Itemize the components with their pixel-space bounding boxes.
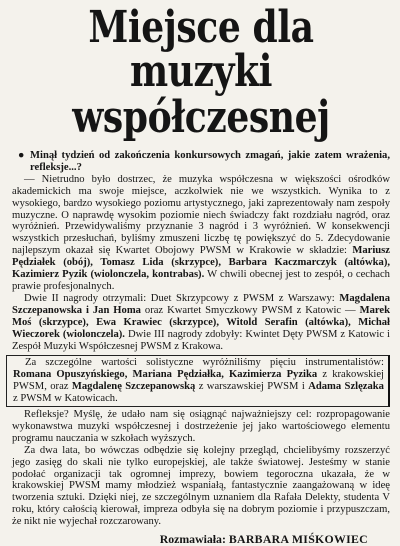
paragraph-1 xyxy=(12,174,390,293)
question-text: Minął tydzień od zakończenia konkursowych zmagań, jakie zatem wrażenia, refleksje...? xyxy=(30,150,390,173)
byline xyxy=(12,534,390,546)
headline-line-1: Miejsce dla muzyki xyxy=(88,2,314,97)
headline-line-2: współczesnej xyxy=(72,92,330,143)
paragraph-2-text-b: oraz Kwartet Smyczkowy PWSM z Katowic — xyxy=(144,304,356,316)
soloists-text-b: z krakowskiej PWSM, oraz xyxy=(13,369,385,393)
article xyxy=(0,2,400,546)
paragraph-2-text-c: Dwie III nagrody zdobyły: Kwintet Dęty PWSM z Katowic i Zespół Muzyki Współczesnej PWSM z Krakowa. xyxy=(12,328,390,352)
byline-label: Rozmawiała: xyxy=(159,532,226,546)
bullet-icon: ● xyxy=(18,150,25,161)
oboe-quartet-members: Mariusz Pędziałek (obój), Tomasz Lida (skrzypce), Barbara Kaczmarczyk (altówka), Kazimierz Pyzik (wiolonczela, kontrabas). xyxy=(12,245,390,281)
soloists-box xyxy=(6,355,390,407)
paragraph-2-text-a: Dwie II nagrody otrzymali: Duet Skrzypcowy z PWSM z Warszawy: xyxy=(24,292,335,304)
soloists-names-1: Romana Opuszyńskiego, Mariana Pędziałka, Kazimierza Pyzika xyxy=(13,369,318,381)
article-body xyxy=(12,150,390,546)
paragraph-1-end: W chwili obecnej jest to zespół, o cechach prawie profesjonalnych. xyxy=(12,269,390,292)
soloists-names-3: Adama Szlęzaka xyxy=(308,381,384,393)
interview-question xyxy=(12,150,390,174)
soloists-text-d: z PWSM w Katowicach. xyxy=(13,393,118,405)
soloists-names-2: Magdalenę Szczepanowską xyxy=(71,381,196,393)
byline-author: BARBARA MIŚKOWIEC xyxy=(228,532,368,546)
paragraph-4: Za dwa lata, bo wówczas odbędzie się kolejny przegląd, chcielibyśmy rozszerzyć jego zasięg do skali nie tylko europejskiej, ale także światowej. Jesteśmy w stanie podołać organizacji tak ogromnej imprezy, bowiem tegoroczna ukazała, że w krakowskiej PWSM mamy młodzież wspaniałą, fantastycznie zaangażowaną w ideę tworzenia sztuki. Dzięki niej, ze szczególnym uznaniem dla Rafała Delekty, studenta V roku, który całością kierował, impreza odbyła się na dobrym poziomie i przypuszczam, że nikt nie wyjechał rozczarowany. xyxy=(12,444,390,528)
soloists-paragraph xyxy=(13,357,384,405)
paragraph-1-text: — Nietrudno było dostrzec, że muzyka współczesna w większości ośrodków akademickich ma swoje miejsce, aczkolwiek nie we wszystkich. Wynika to z wysokiego, bardzo wysokiego poziomu artystycznego, jaki zaprezentowały nam zespoły muzyczne. O naprawdę wysokim poziomie niech świadczy fakt rozdziału nagród, oraz wyróżnień. Przewidywaliśmy przyznanie 3 nagród i 3 wyróżnień. W konsekwencji wszystkich przesłuchań, byliśmy zmuszeni liczbę tę powiększyć do 5. Zdecydowanie najlepszym okazał się Kwartet Obojowy PWSM w Krakowie w składzie: xyxy=(12,173,390,257)
string-quartet-members: Marek Moś (skrzypce), Ewa Krawiec (skrzypce), Witold Serafin (altówka), Michał Wieczorek (wiolonczela). xyxy=(12,304,391,340)
soloists-intro: Za szczególne wartości solistyczne wyróżniliśmy pięciu instrumentalistów: xyxy=(25,357,384,369)
violin-duo-members: Magdalena Szczepanowska i Jan Homa xyxy=(12,292,390,316)
paragraph-3: Refleksje? Myślę, że udało nam się osiągnąć najważniejszy cel: rozpropagowanie wykonawstwa muzyki współczesnej i dostrzeżenie jej jako wartościowego elementu programu nauczania w szkołach wyższych. xyxy=(12,409,390,444)
paragraph-2 xyxy=(12,293,390,353)
soloists-text-c: z warszawskiej PWSM i xyxy=(198,381,305,393)
